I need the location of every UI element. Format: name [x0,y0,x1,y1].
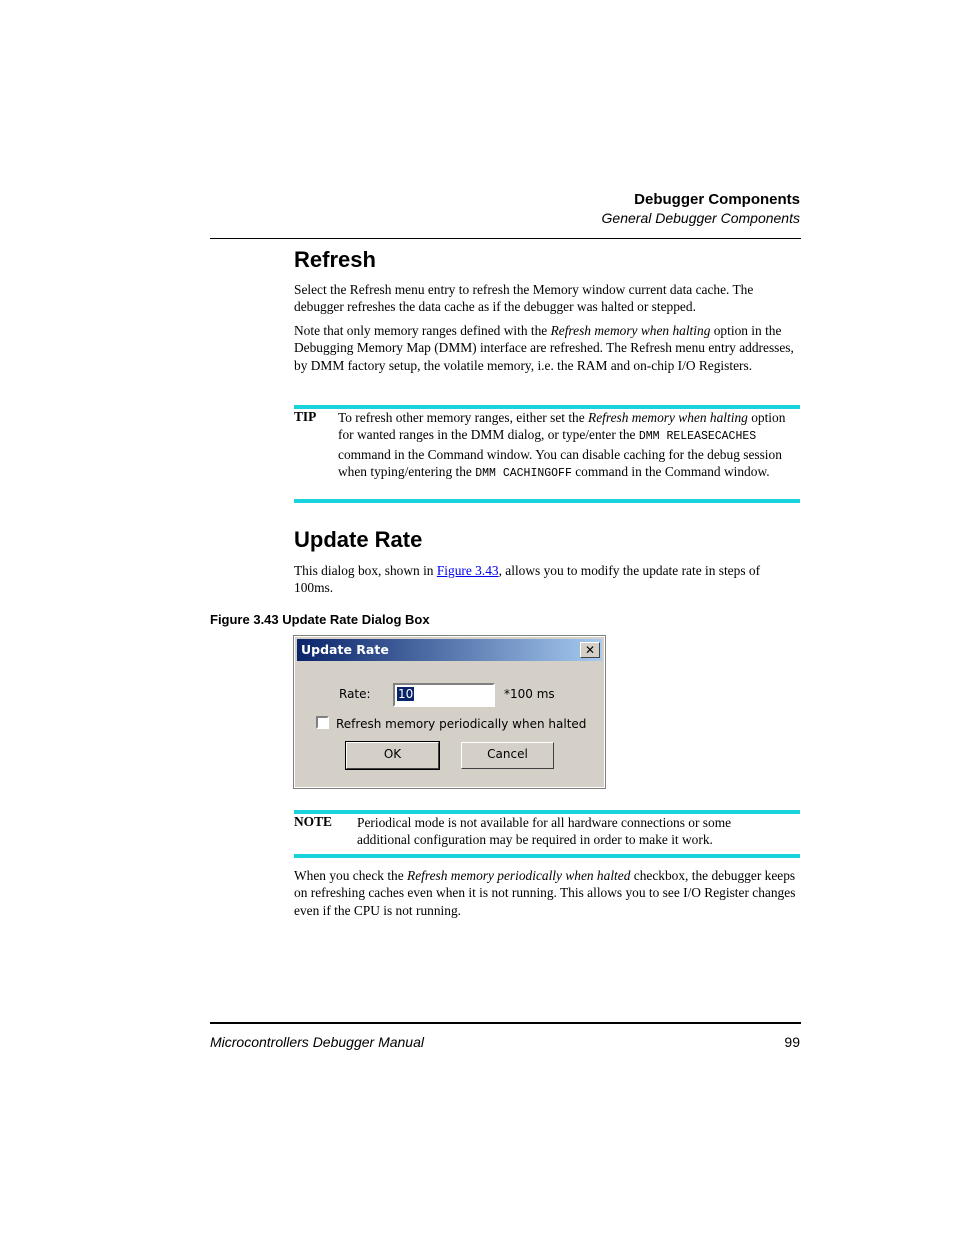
tip-label: TIP [294,409,317,424]
note-text: Periodical mode is not available for all hardware connections or some additional configuration may be required in order to make it work. [357,815,732,848]
footer-title: Microcontrollers Debugger Manual [210,1034,424,1050]
running-header-subtitle: General Debugger Components [601,210,800,226]
update-rate-paragraph: This dialog box, shown in Figure 3.43, allows you to modify the update rate in steps of 100ms. [294,563,761,596]
tip-text: To refresh other memory ranges, either set the Refresh memory when halting option for wanted ranges in the DMM dialog, or type/enter the DMM RELEASECACHES command in the Command window. You can disable caching for the debug session when typing/entering the DMM CACHINGOFF command in the Command window. [338,410,786,480]
refresh-periodically-checkbox[interactable] [316,716,329,729]
emphasis-refresh-memory-when-halting: Refresh memory when halting [550,323,711,338]
footer-rule [210,1022,801,1024]
refresh-periodically-label[interactable]: Refresh memory periodically when halted [336,717,587,731]
dialog-title: Update Rate [301,642,389,657]
emphasis-refresh-memory-periodically: Refresh memory periodically when halted [407,868,631,883]
section-heading-update-rate: Update Rate [294,527,423,552]
update-rate-dialog [294,636,605,788]
cancel-button[interactable]: Cancel [461,742,554,769]
ok-button[interactable]: OK [346,742,439,769]
page-number: 99 [784,1034,800,1050]
header-rule [210,238,801,239]
rate-input[interactable] [393,683,495,707]
rate-label: Rate: [339,687,371,701]
note-label: NOTE [294,814,332,829]
note-bottom-rule [294,854,800,858]
closing-paragraph: When you check the Refresh memory periodically when halted checkbox, the debugger keeps on refreshing caches even when it is not running. This allows you to see I/O Register changes even if the CPU is not running. [294,868,796,918]
running-header-title: Debugger Components [634,191,800,208]
section-heading-refresh: Refresh [294,247,376,272]
rate-unit-label: *100 ms [504,687,555,701]
figure-3-43-link[interactable]: Figure 3.43 [436,563,499,578]
code-dmm-releasecaches: DMM RELEASECACHES [638,430,757,444]
close-icon[interactable]: ✕ [580,642,600,658]
dialog-titlebar[interactable] [297,639,602,661]
code-dmm-cachingoff: DMM CACHINGOFF [475,466,572,480]
refresh-paragraph-2: Note that only memory ranges defined with the Refresh memory when halting option in the Debugging Memory Map (DMM) interface are refreshed. The Refresh menu entry addresses, by DMM factory setup, the volatile memory, i.e. the RAM and on-chip I/O Registers. [294,323,794,373]
figure-caption: Figure 3.43 Update Rate Dialog Box [210,612,430,627]
tip-bottom-rule [294,499,800,503]
refresh-paragraph-1: Select the Refresh menu entry to refresh the Memory window current data cache. The debugger refreshes the data cache as if the debugger was halted or stepped. [294,282,754,315]
rate-input-value: 10 [398,687,414,701]
